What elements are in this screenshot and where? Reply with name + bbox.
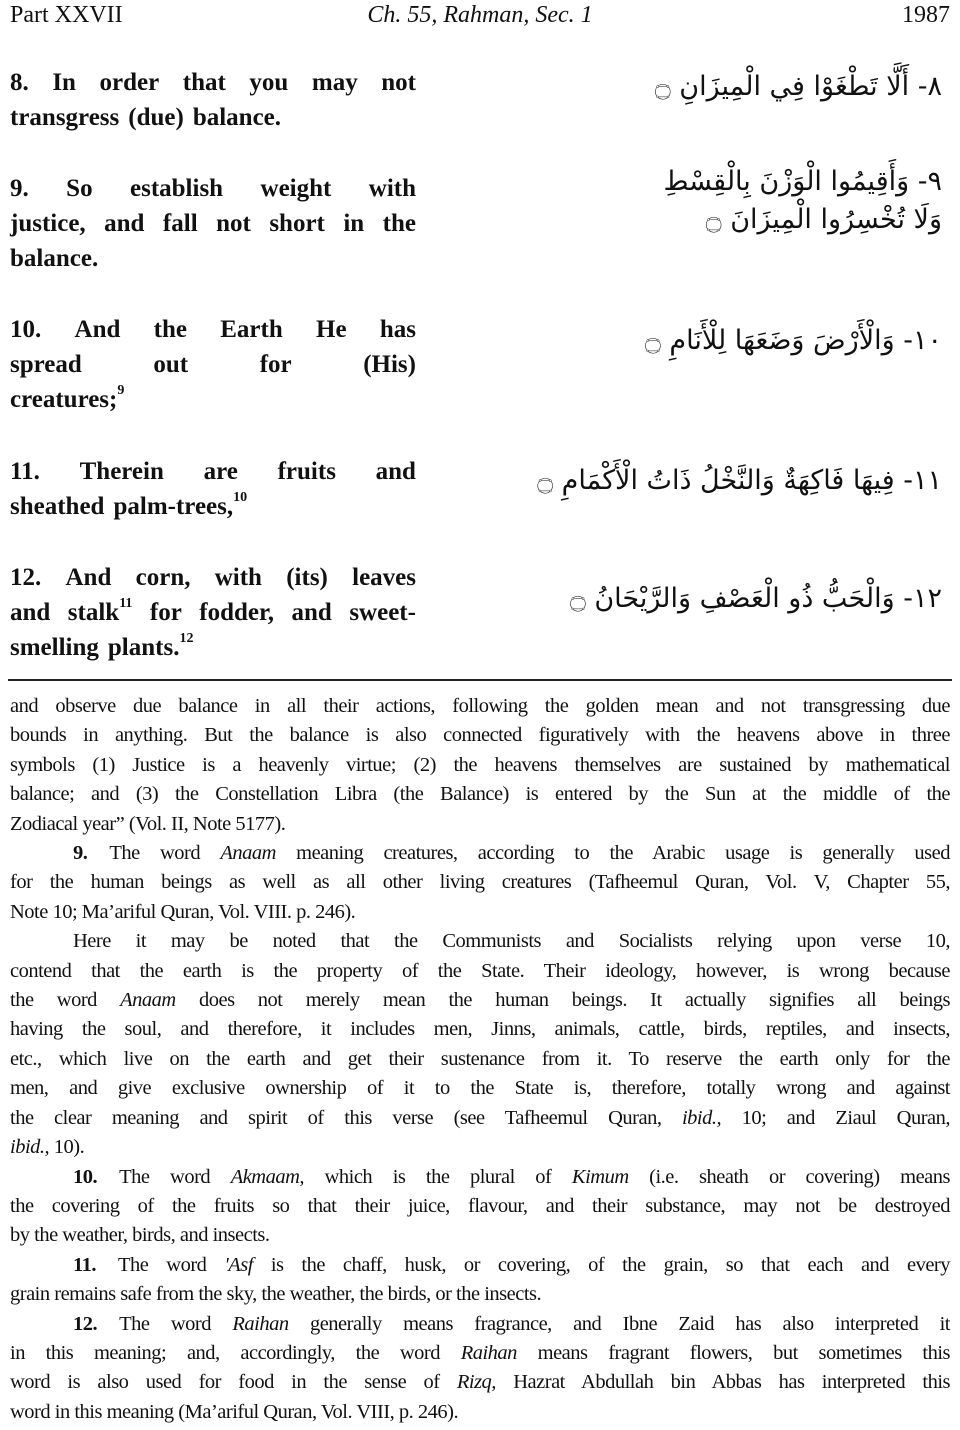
note-text: is the chaff, husk, or covering, of the grain, so that each and every: [252, 1253, 950, 1276]
note-line: [10, 1015, 950, 1044]
verse-translation: [10, 65, 416, 135]
arabic-line: ٨- أَلَّا تَطْغَوْا فِي الْمِيزَانِ ۝: [654, 71, 942, 102]
word: and: [104, 210, 145, 237]
word: that: [182, 69, 226, 96]
footnote-ref: 9: [117, 383, 125, 398]
chapter-title: Ch. 55, Rahman, Sec. 1: [367, 2, 593, 28]
note-line: [10, 721, 950, 750]
note-line: [10, 1045, 950, 1074]
word: fruits: [277, 458, 336, 485]
word: He: [316, 316, 347, 343]
word: Therein: [79, 458, 164, 485]
note-text: contend that the earth is the property of the State. Their ideology, however, is wrong because: [10, 959, 950, 982]
word: (its): [286, 564, 328, 591]
word: you: [249, 69, 289, 96]
note-line: [10, 1251, 950, 1280]
word: And: [74, 316, 121, 343]
arabic-line: ١٢- وَالْحَبُّ ذُو الْعَصْفِ وَالرَّيْحَانُ ۝: [569, 583, 942, 614]
note-text: in this meaning; and, accordingly, the word: [10, 1341, 461, 1364]
verse-line: [10, 595, 416, 630]
word: balance.: [192, 104, 282, 131]
note-line: [10, 986, 950, 1015]
verse-line: [10, 100, 416, 135]
word: 8.: [10, 69, 29, 96]
note-line: [10, 1280, 950, 1309]
word: and: [375, 458, 416, 485]
word: sheathed: [10, 493, 105, 520]
note-line: [10, 780, 950, 809]
word: So: [66, 175, 93, 202]
note-line: [10, 1192, 950, 1221]
note-text: which is the plural of: [304, 1165, 572, 1188]
verse-translation: [10, 171, 416, 276]
italic-term: Rizq,: [456, 1371, 496, 1394]
italic-term: Akmaam,: [230, 1165, 305, 1188]
word: spread: [10, 351, 82, 378]
note-text: meaning creatures, according to the Arabic usage is generally used: [275, 842, 950, 865]
word: smelling: [10, 634, 99, 661]
arabic-verse: [472, 163, 942, 239]
word: 10.: [10, 316, 42, 343]
note-text: Here it may be noted that the Communists and Socialists relying upon verse 10,: [73, 930, 950, 953]
arabic-verse: [472, 580, 942, 618]
word: not: [216, 210, 251, 237]
note-text: balance; and (3) the Constellation Libra (the Balance) is entered by the Sun at the middle of the: [10, 783, 950, 806]
word: 12.: [10, 564, 42, 591]
arabic-line: ١٠- وَالْأَرْضَ وَضَعَهَا لِلْأَنَامِ ۝: [645, 325, 942, 356]
note-line: [10, 1163, 950, 1192]
word: and: [291, 599, 332, 626]
note-text: word in this meaning (Ma’ariful Quran, Vol. VIII, p. 246).: [10, 1400, 459, 1423]
word: the: [382, 210, 416, 237]
arabic-line: ٩- وَأَقِيمُوا الْوَزْنَ بِالْقِسْطِ: [663, 166, 942, 197]
verse-line: [10, 454, 416, 489]
word: order: [99, 69, 160, 96]
note-text: The word: [119, 1312, 233, 1335]
word: may: [311, 69, 358, 96]
note-text: symbols (1) Justice is a heavenly virtue; (2) the heavens themselves are sustained by mathematical: [10, 753, 950, 776]
word: corn,: [135, 564, 191, 591]
verse-line: [10, 382, 416, 417]
note-line: [10, 1104, 950, 1133]
note-number: 11.: [73, 1253, 96, 1276]
verse-line: [10, 241, 416, 276]
note-text: by the weather, birds, and insects.: [10, 1224, 270, 1247]
commentary-notes: [10, 692, 950, 1427]
verse-line: [10, 560, 416, 595]
verse-line: [10, 347, 416, 382]
note-text: means fragrant flowers, but sometimes this: [516, 1341, 950, 1364]
note-line: [10, 927, 950, 956]
italic-term: ibid.,: [681, 1106, 722, 1129]
note-line: [10, 868, 950, 897]
word: has: [379, 316, 416, 343]
note-line: [10, 810, 950, 839]
note-text: The word: [109, 842, 221, 865]
word: transgress: [10, 104, 120, 131]
word: creatures;$^9$: [10, 383, 125, 413]
note-line: [10, 1339, 950, 1368]
divider: [8, 679, 952, 681]
footnote-ref: 11: [119, 596, 133, 611]
word: Earth: [220, 316, 283, 343]
part-label: Part XXVII: [10, 2, 123, 28]
note-line: [10, 692, 950, 721]
note-text: 10).: [49, 1136, 85, 1159]
word: And: [65, 564, 112, 591]
italic-term: Anaam: [120, 989, 176, 1012]
arabic-verse: [472, 322, 942, 360]
note-text: men, and give exclusive ownership of it to the State is, therefore, totally wrong and against: [10, 1077, 950, 1100]
word: establish: [130, 175, 224, 202]
note-line: [10, 1133, 950, 1162]
word: balance.: [10, 245, 99, 272]
footnote-ref: 12: [179, 631, 194, 646]
italic-term: Kimum: [571, 1165, 629, 1188]
arabic-line: ١١- فِيهَا فَاكِهَةٌ وَالنَّخْلُ ذَاتُ الْأَكْمَامِ ۝: [537, 465, 942, 496]
word: with: [214, 564, 262, 591]
note-text: The word: [118, 1253, 225, 1276]
note-text: the word: [10, 989, 121, 1012]
verse-translation: [10, 560, 416, 665]
note-text: The word: [119, 1165, 231, 1188]
note-text: for the human beings as well as all other living creatures (Tafheemul Quran, Vol. V, Chapter 55,: [10, 871, 950, 894]
verse-translation: [10, 454, 416, 524]
note-text: does not merely mean the human beings. It actually signifies all beings: [175, 989, 950, 1012]
note-line: [10, 1221, 950, 1250]
note-text: word is also used for food in the sense of: [10, 1371, 457, 1394]
note-text: 10; and Ziaul Quran,: [721, 1106, 950, 1129]
arabic-line: وَلَا تُخْسِرُوا الْمِيزَانَ ۝: [705, 204, 942, 235]
word: 11.: [10, 458, 40, 485]
note-text: Note 10; Ma’ariful Quran, Vol. VIII. p. 246).: [10, 900, 356, 923]
note-line: [10, 1074, 950, 1103]
italic-term: Anaam: [220, 842, 276, 865]
word: fall: [162, 210, 198, 237]
verse-line: [10, 630, 416, 665]
note-line: [10, 751, 950, 780]
page-number: 1987: [902, 2, 950, 28]
italic-term: ibid.,: [10, 1136, 50, 1159]
word: plants.$^{12}$: [107, 631, 194, 661]
note-text: generally means fragrance, and Ibne Zaid has also interpreted it: [288, 1312, 950, 1335]
note-number: 12.: [73, 1312, 98, 1335]
verse-line: [10, 312, 416, 347]
word: not: [381, 69, 416, 96]
arabic-verse: [472, 462, 942, 500]
note-line: [10, 1398, 950, 1427]
note-number: 10.: [73, 1165, 98, 1188]
word: In: [52, 69, 76, 96]
word: 9.: [10, 175, 29, 202]
verse-translation: [10, 312, 416, 417]
word: (His): [363, 351, 416, 378]
word: with: [368, 175, 416, 202]
note-text: the clear meaning and spirit of this verse (see Tafheemul Quran,: [10, 1106, 682, 1129]
word: out: [153, 351, 189, 378]
word: palm-trees,$^{10}$: [113, 490, 248, 520]
word: sweet-: [349, 599, 416, 626]
word: leaves: [352, 564, 416, 591]
word: for: [259, 351, 292, 378]
note-line: [10, 1310, 950, 1339]
note-number: 9.: [73, 842, 88, 865]
arabic-verse: [472, 68, 942, 106]
word: justice,: [10, 210, 86, 237]
word: in: [343, 210, 365, 237]
word: short: [269, 210, 325, 237]
word: and: [10, 599, 51, 626]
note-line: [10, 898, 950, 927]
word: are: [203, 458, 238, 485]
note-text: (i.e. sheath or covering) means: [628, 1165, 950, 1188]
footnote-ref: 10: [233, 490, 248, 505]
note-line: [10, 957, 950, 986]
verse-line: [10, 65, 416, 100]
note-text: Hazrat Abdullah bin Abbas has interpreted this: [495, 1371, 950, 1394]
note-text: etc., which live on the earth and get their sustenance from it. To reserve the earth only for the: [10, 1047, 950, 1070]
verse-line: [10, 171, 416, 206]
note-text: grain remains safe from the sky, the weather, the birds, or the insects.: [10, 1283, 542, 1306]
note-line: [10, 839, 950, 868]
italic-term: Raihan: [460, 1341, 517, 1364]
note-text: bounds in anything. But the balance is also connected figuratively with the heavens above in three: [10, 724, 950, 747]
note-text: Zodiacal year” (Vol. II, Note 5177).: [10, 812, 286, 835]
word: stalk$^{11}$: [67, 596, 133, 626]
word: fodder,: [199, 599, 275, 626]
word: the: [153, 316, 187, 343]
note-line: [10, 1368, 950, 1397]
verse-line: [10, 489, 416, 524]
verse-line: [10, 206, 416, 241]
note-text: and observe due balance in all their actions, following the golden mean and not transgressing due: [10, 695, 950, 717]
note-text: having the soul, and therefore, it includes men, Jinns, animals, cattle, birds, reptiles, and insects,: [10, 1018, 950, 1041]
word: weight: [260, 175, 332, 202]
word: (due): [128, 104, 184, 131]
note-text: the covering of the fruits so that their juice, flavour, and their substance, may not be destroyed: [10, 1194, 950, 1217]
italic-term: 'Asf: [224, 1253, 253, 1276]
word: for: [149, 599, 182, 626]
italic-term: Raihan: [232, 1312, 289, 1335]
